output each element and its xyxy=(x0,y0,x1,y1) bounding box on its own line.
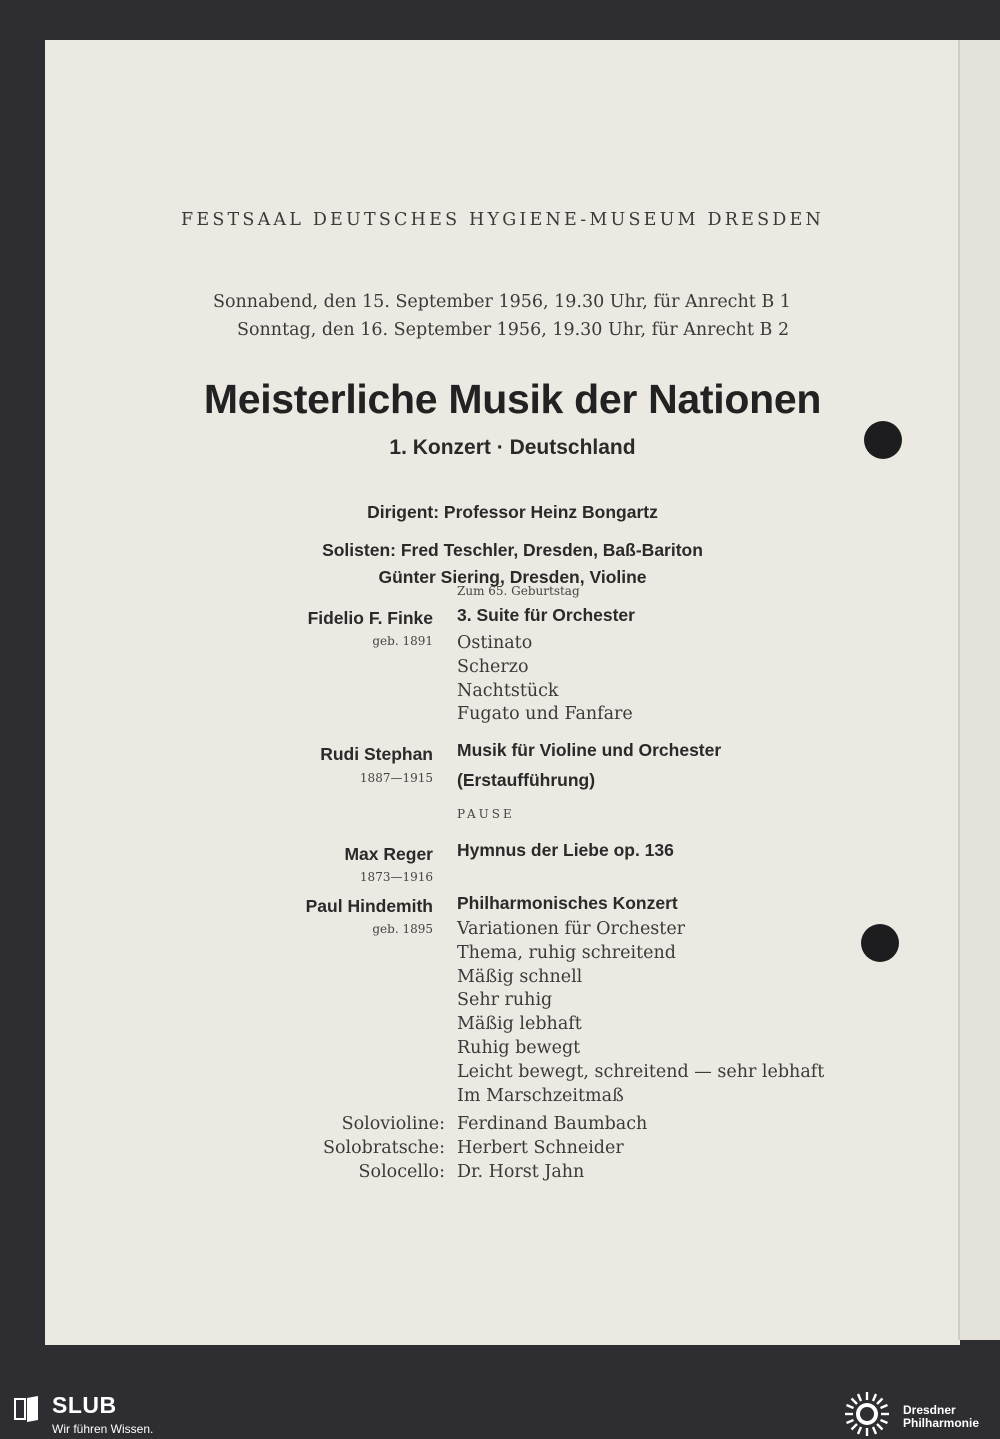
movement-item: Ruhig bewegt xyxy=(457,1037,581,1058)
program-page xyxy=(45,40,960,1345)
work-premiere-note: (Erstaufführung) xyxy=(457,770,596,790)
movement-item: Mäßig lebhaft xyxy=(457,1014,582,1035)
punch-hole xyxy=(864,421,902,459)
book-icon xyxy=(12,1394,40,1424)
work-note: Zum 65. Geburtstag xyxy=(457,584,580,598)
work-title: Philharmonisches Konzert xyxy=(457,893,678,913)
conductor-line: Dirigent: Professor Heinz Bongartz xyxy=(367,502,658,522)
composer-name: Max Reger xyxy=(344,844,433,864)
solo-name: Ferdinand Baumbach xyxy=(457,1114,648,1134)
concert-dates xyxy=(213,288,791,344)
venue-heading: FESTSAAL DEUTSCHES HYGIENE-MUSEUM DRESDEN xyxy=(181,210,824,230)
movement-list xyxy=(457,632,633,727)
date-line-1: Sonnabend, den 15. September 1956, 19.30 Uhr, für Anrecht B 1 xyxy=(213,292,791,312)
work-title: 3. Suite für Orchester xyxy=(457,605,635,625)
movement-item: Scherzo xyxy=(457,656,529,677)
next-page-edge xyxy=(958,40,1000,1340)
movement-item: Nachtstück xyxy=(457,680,559,701)
punch-hole xyxy=(861,924,899,962)
solo-name: Dr. Horst Jahn xyxy=(457,1162,585,1182)
library-tagline: Wir führen Wissen. xyxy=(52,1422,154,1436)
composer-dates: 1873—1916 xyxy=(359,870,433,884)
movement-item: Fugato und Fanfare xyxy=(457,704,633,725)
solo-names xyxy=(457,1112,647,1184)
movement-item: Variationen für Orchester xyxy=(457,919,686,939)
partner-name[interactable] xyxy=(903,1404,979,1430)
movement-item: Sehr ruhig xyxy=(457,990,553,1011)
partner-line-2: Philharmonie xyxy=(903,1416,980,1430)
concert-subtitle: 1. Konzert · Deutschland xyxy=(389,436,636,459)
solo-role: Solovioline: xyxy=(341,1114,445,1134)
intermission-label: PAUSE xyxy=(457,807,515,821)
concert-series-title: Meisterliche Musik der Nationen xyxy=(203,376,822,422)
soloists-line-1: Solisten: Fred Teschler, Dresden, Baß-Bariton xyxy=(322,540,703,560)
movement-list xyxy=(457,918,824,1108)
composer-name: Rudi Stephan xyxy=(320,744,433,764)
solo-roles xyxy=(205,1112,445,1184)
solo-role: Solocello: xyxy=(358,1162,445,1182)
composer-dates: 1887—1915 xyxy=(359,771,433,785)
movement-item: Leicht bewegt, schreitend — sehr lebhaft xyxy=(457,1061,825,1082)
sunburst-logo-icon xyxy=(842,1390,892,1438)
composer-dates: geb. 1895 xyxy=(372,922,433,936)
partner-line-1: Dresdner xyxy=(903,1403,956,1417)
work-title: Musik für Violine und Orchester xyxy=(457,740,722,760)
viewer-footer xyxy=(0,1388,1000,1439)
work-title: Hymnus der Liebe op. 136 xyxy=(457,840,674,860)
soloists-line-2: Günter Siering, Dresden, Violine xyxy=(378,567,647,587)
composer-name: Paul Hindemith xyxy=(305,896,433,916)
movement-item: Ostinato xyxy=(457,633,533,653)
composer-name: Fidelio F. Finke xyxy=(307,608,433,628)
movement-item: Im Marschzeitmaß xyxy=(457,1085,624,1106)
composer-dates: geb. 1891 xyxy=(372,634,433,648)
date-line-2: Sonntag, den 16. September 1956, 19.30 Uhr, für Anrecht B 2 xyxy=(237,320,790,340)
solo-name: Herbert Schneider xyxy=(457,1138,624,1158)
movement-item: Thema, ruhig schreitend xyxy=(457,942,676,963)
movement-item: Mäßig schnell xyxy=(457,966,583,987)
library-name[interactable]: SLUB xyxy=(52,1392,117,1418)
solo-role: Solobratsche: xyxy=(323,1138,445,1158)
